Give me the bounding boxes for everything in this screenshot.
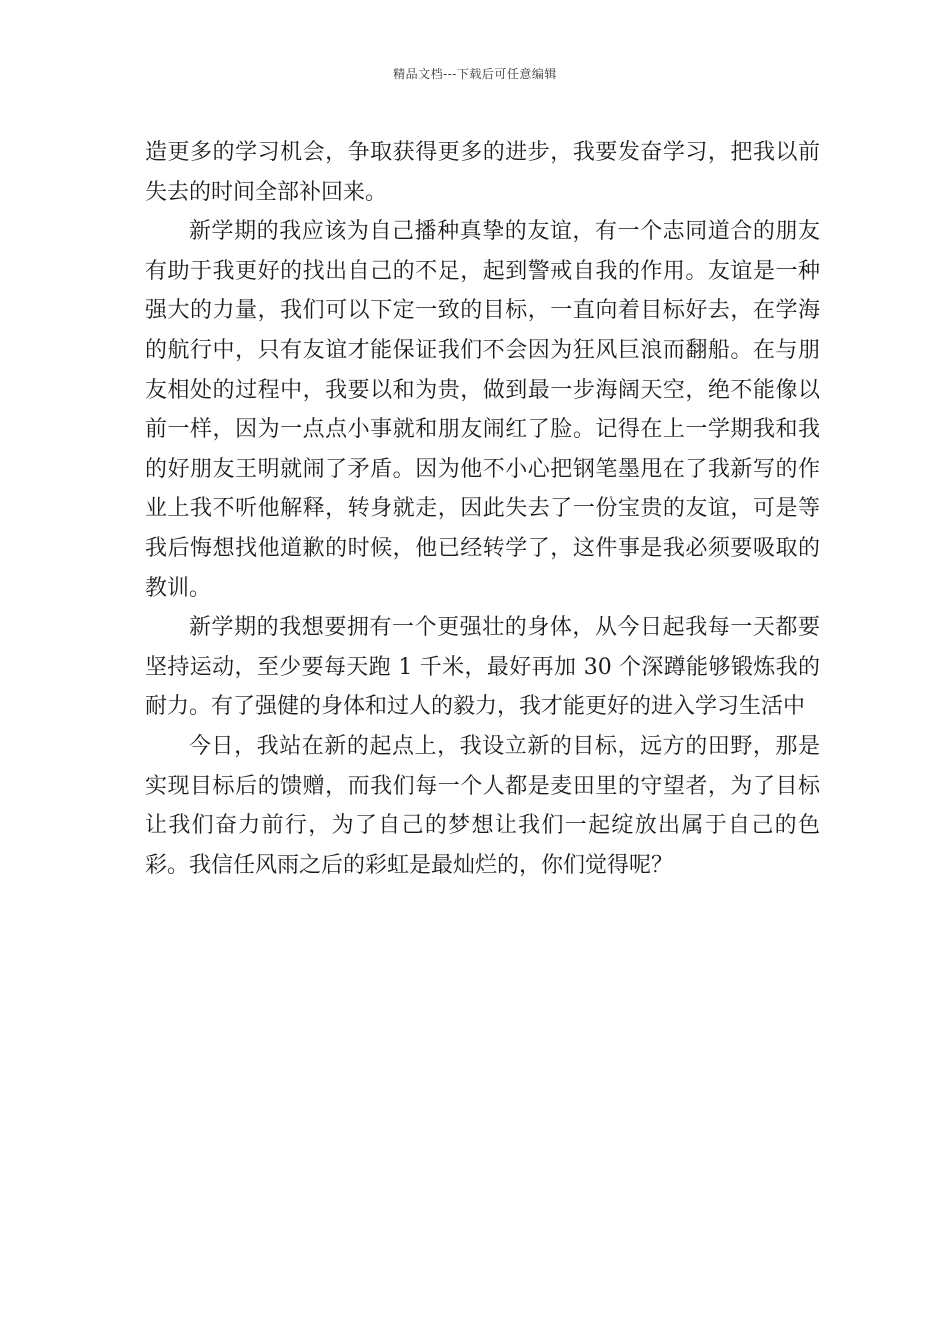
page-header: 精品文档---下载后可任意编辑	[393, 67, 557, 81]
paragraph-continuation: 造更多的学习机会，争取获得更多的进步，我要发奋学习，把我以前失去的时间全部补回来。	[145, 140, 820, 205]
paragraph-conclusion: 今日，我站在新的起点上，我设立新的目标，远方的田野，那是实现目标后的馈赠，而我们每一个人都是麦田里的守望者，为了目标让我们奋力前行，为了自己的梦想让我们一起绽放出属于自己的色彩。我信任风雨之后的彩虹是最灿烂的，你们觉得呢？	[145, 733, 820, 878]
paragraph-friendship: 新学期的我应该为自己播种真挚的友谊，有一个志同道合的朋友有助于我更好的找出自己的不足，起到警戒自我的作用。友谊是一种强大的力量，我们可以下定一致的目标，一直向着目标好去，在学海的航行中，只有友谊才能保证我们不会因为狂风巨浪而翻船。在与朋友相处的过程中，我要以和为贵，做到最一步海阔天空，绝不能像以前一样，因为一点点小事就和朋友闹红了脸。记得在上一学期我和我的好朋友王明就闹了矛盾。因为他不小心把钢笔墨甩在了我新写的作业上我不听他解释，转身就走，因此失去了一份宝贵的友谊，可是等我后悔想找他道歉的时候，他已经转学了，这件事是我必须要吸取的教训。	[145, 219, 820, 601]
document-body	[145, 133, 820, 885]
paragraph-health: 新学期的我想要拥有一个更强壮的身体，从今日起我每一天都要坚持运动，至少要每天跑 1 千米，最好再加 30 个深蹲能够锻炼我的耐力。有了强健的身体和过人的毅力，我才能更好的进入学习生活中	[145, 615, 820, 720]
